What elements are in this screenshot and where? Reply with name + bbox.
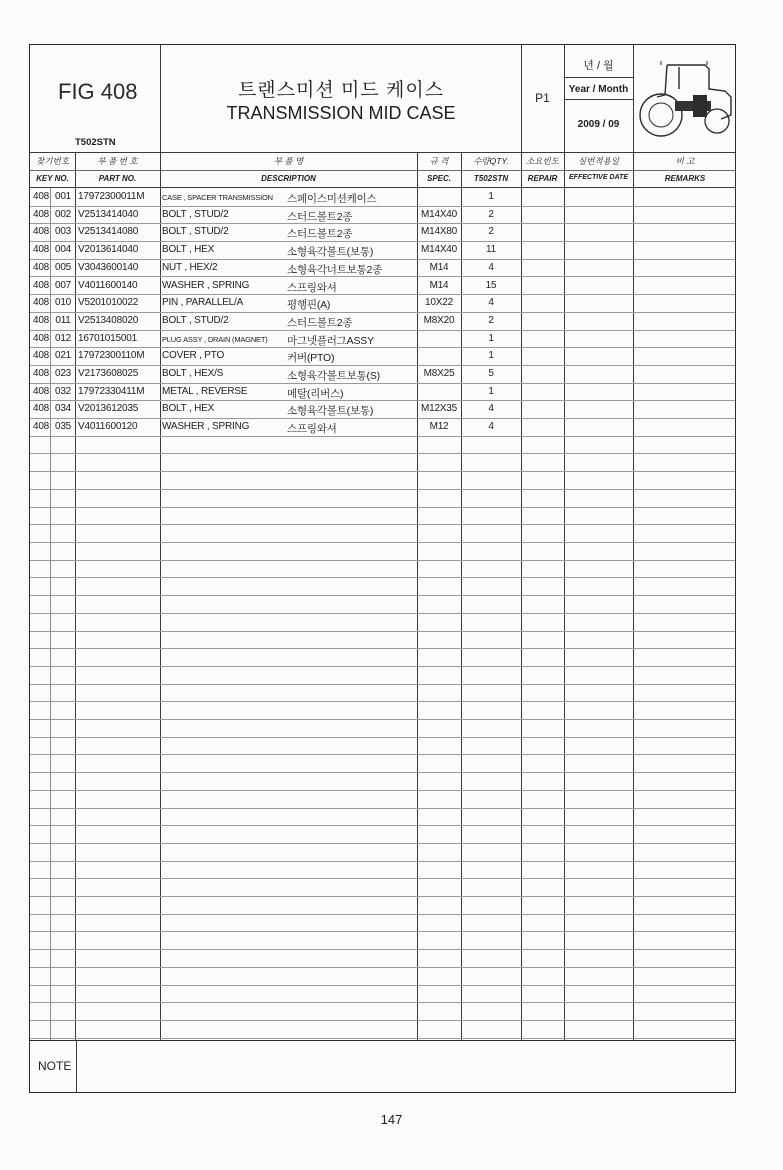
row-rule bbox=[30, 772, 735, 773]
row-rule bbox=[30, 684, 735, 685]
col-desc-ko: 부 품 명 bbox=[273, 156, 304, 166]
col-line-repair bbox=[564, 152, 565, 1040]
cell-qty: 1 bbox=[488, 332, 494, 344]
cell-fig: 408 bbox=[32, 297, 50, 309]
cell-key: 012 bbox=[54, 332, 72, 344]
row-rule bbox=[30, 914, 735, 915]
cell-key: 004 bbox=[54, 244, 72, 256]
cell-key: 032 bbox=[54, 385, 72, 397]
cell-fig: 408 bbox=[32, 208, 50, 220]
row-rule bbox=[30, 985, 735, 986]
cell-description-ko: 메탈(리버스) bbox=[287, 387, 344, 400]
cell-fig: 408 bbox=[32, 332, 50, 344]
row-rule bbox=[30, 613, 735, 614]
cell-fig: 408 bbox=[32, 385, 50, 397]
row-rule bbox=[30, 259, 735, 260]
col-line-part bbox=[160, 152, 161, 1040]
cell-fig: 408 bbox=[32, 226, 50, 238]
row-rule bbox=[30, 808, 735, 809]
row-rule bbox=[30, 648, 735, 649]
cell-spec: M8X20 bbox=[423, 314, 455, 326]
cell-key: 011 bbox=[55, 314, 71, 326]
row-rule bbox=[30, 560, 735, 561]
cell-qty: 2 bbox=[488, 226, 494, 238]
cell-fig: 408 bbox=[32, 244, 50, 256]
note-top-line bbox=[30, 1040, 735, 1041]
cell-qty: 4 bbox=[488, 421, 494, 433]
header-bottom-line bbox=[30, 152, 735, 153]
cell-part-no: V2513408020 bbox=[78, 314, 139, 326]
row-rule bbox=[30, 330, 735, 331]
row-rule bbox=[30, 737, 735, 738]
cell-qty: 1 bbox=[488, 350, 494, 362]
cell-part-no: 16701015001 bbox=[78, 332, 137, 344]
col-desc-en: DESCRIPTION bbox=[261, 174, 316, 183]
row-rule bbox=[30, 701, 735, 702]
cell-spec: M14X40 bbox=[420, 208, 458, 220]
fig-number: FIG 408 bbox=[58, 79, 138, 104]
cell-description-ko: 스프링와셔 bbox=[287, 281, 337, 294]
cell-key: 007 bbox=[54, 279, 72, 291]
cell-description-en: PIN , PARALLEL/A bbox=[162, 297, 244, 309]
row-rule bbox=[30, 383, 735, 384]
cell-part-no: V3043600140 bbox=[78, 261, 139, 273]
cell-fig: 408 bbox=[32, 350, 50, 362]
col-repair-en: REPAIR bbox=[527, 174, 558, 183]
note-divider bbox=[76, 1040, 77, 1093]
cell-part-no: 17972330411M bbox=[78, 385, 145, 397]
cell-spec: M14 bbox=[429, 261, 449, 273]
cell-fig: 408 bbox=[32, 368, 50, 379]
cell-key: 021 bbox=[54, 350, 72, 362]
cell-part-no: V4011600120 bbox=[78, 421, 138, 433]
row-rule bbox=[30, 825, 735, 826]
cell-key: 010 bbox=[54, 297, 72, 309]
cell-description-ko: 스프링와셔 bbox=[287, 423, 337, 436]
cell-key: 001 bbox=[54, 191, 72, 202]
row-rule bbox=[30, 489, 735, 490]
cell-qty: 2 bbox=[488, 314, 494, 326]
cell-key: 002 bbox=[54, 208, 72, 220]
row-rule bbox=[30, 790, 735, 791]
row-rule bbox=[30, 1002, 735, 1003]
page-label: P1 bbox=[535, 91, 550, 105]
model-code: T502STN bbox=[75, 137, 116, 148]
cell-fig: 408 bbox=[32, 421, 50, 433]
row-rule bbox=[30, 206, 735, 207]
col-spec-ko: 규 격 bbox=[429, 156, 449, 166]
date-box-line-1 bbox=[564, 77, 633, 78]
cell-qty: 11 bbox=[486, 244, 496, 256]
row-rule bbox=[30, 436, 735, 437]
row-rule bbox=[30, 1038, 735, 1039]
note-label: NOTE bbox=[38, 1059, 72, 1073]
cell-key: 034 bbox=[54, 403, 72, 415]
row-rule bbox=[30, 524, 735, 525]
cell-description-en: BOLT , HEX/S bbox=[162, 368, 224, 379]
cell-part-no: V2013614040 bbox=[78, 244, 139, 256]
cell-qty: 5 bbox=[488, 368, 494, 379]
cell-spec: M14X80 bbox=[420, 226, 458, 238]
cell-fig: 408 bbox=[32, 279, 50, 291]
cell-part-no: 17972300110M bbox=[78, 350, 145, 362]
year-month-label: Year / Month bbox=[568, 84, 629, 95]
year-month-korean: 년 / 월 bbox=[583, 60, 614, 72]
cell-description-en: BOLT , STUD/2 bbox=[162, 226, 229, 238]
cell-qty: 1 bbox=[488, 191, 494, 202]
title-english: TRANSMISSION MID CASE bbox=[226, 103, 456, 123]
cell-part-no: 17972300011M bbox=[78, 191, 145, 202]
date-box-divider bbox=[633, 45, 634, 152]
cell-spec: M8X25 bbox=[423, 368, 455, 379]
col-key-en: KEY NO. bbox=[36, 174, 69, 183]
cell-key: 005 bbox=[54, 261, 72, 273]
cell-description-en: BOLT , STUD/2 bbox=[162, 208, 229, 220]
col-line-qty bbox=[521, 152, 522, 1040]
cell-part-no: V2513414080 bbox=[78, 226, 139, 238]
cell-description-ko: 소형육각너트보통2종 bbox=[287, 263, 383, 276]
cell-qty: 15 bbox=[485, 279, 497, 291]
cell-description-en: WASHER , SPRING bbox=[162, 279, 250, 291]
row-rule bbox=[30, 1020, 735, 1021]
column-header-bottom-line bbox=[30, 187, 735, 188]
cell-part-no: V5201010022 bbox=[78, 297, 139, 309]
row-rule bbox=[30, 577, 735, 578]
tractor-icon bbox=[635, 59, 735, 139]
col-effective-en: EFFECTIVE DATE bbox=[569, 174, 628, 181]
cell-key: 023 bbox=[54, 368, 72, 379]
col-remarks-ko: 비 고 bbox=[675, 156, 695, 166]
cell-description-ko: 소형육각볼트(보통) bbox=[287, 246, 374, 259]
title-korean: 트랜스미션 미드 케이스 bbox=[237, 80, 445, 101]
cell-description-ko: 스페이스미션케이스 bbox=[287, 193, 377, 205]
row-rule bbox=[30, 878, 735, 879]
row-rule bbox=[30, 861, 735, 862]
row-rule bbox=[30, 453, 735, 454]
cell-qty: 1 bbox=[488, 385, 494, 397]
col-spec-en: SPEC. bbox=[426, 174, 451, 183]
cell-description-ko: 스터드볼트2종 bbox=[287, 210, 353, 223]
col-line-effective bbox=[633, 152, 634, 1040]
cell-qty: 4 bbox=[488, 297, 494, 309]
row-rule bbox=[30, 931, 735, 932]
date-box-line-2 bbox=[564, 99, 633, 100]
cell-fig: 408 bbox=[32, 261, 50, 273]
cell-part-no: V2513414040 bbox=[78, 208, 139, 220]
cell-description-en: BOLT , HEX bbox=[162, 244, 215, 256]
col-effective-ko: 실번적용일 bbox=[577, 156, 620, 166]
parts-list-sheet bbox=[29, 44, 736, 1093]
cell-qty: 4 bbox=[488, 403, 494, 415]
row-rule bbox=[30, 843, 735, 844]
cell-part-no: V2173608025 bbox=[78, 368, 139, 379]
col-qty-ko: 수량QTY. bbox=[473, 156, 509, 166]
cell-description-en: PLUG ASSY , DRAIN (MAGNET) bbox=[162, 334, 268, 344]
cell-description-ko: 소형육각볼트(보통) bbox=[287, 405, 374, 418]
cell-spec: 10X22 bbox=[425, 297, 453, 309]
cell-key: 035 bbox=[54, 421, 72, 433]
cell-description-ko: 스터드볼트2종 bbox=[287, 316, 353, 329]
cell-description-ko: 평행핀(A) bbox=[287, 299, 331, 312]
row-rule bbox=[30, 666, 735, 667]
cell-description-ko: 소형육각볼트보통(S) bbox=[287, 370, 380, 382]
row-rule bbox=[30, 631, 735, 632]
cell-part-no: V4011600140 bbox=[78, 279, 138, 291]
cell-description-ko: 스터드볼트2종 bbox=[287, 228, 353, 241]
cell-part-no: V2013612035 bbox=[78, 403, 139, 415]
cell-spec: M12 bbox=[429, 421, 449, 433]
cell-fig: 408 bbox=[32, 314, 50, 326]
cell-fig: 408 bbox=[32, 403, 50, 415]
row-rule bbox=[30, 595, 735, 596]
cell-qty: 4 bbox=[488, 261, 494, 273]
col-part-ko: 부 품 번 호 bbox=[97, 156, 138, 166]
col-key-ko: 찾기번호 bbox=[36, 156, 69, 166]
row-rule bbox=[30, 471, 735, 472]
row-rule bbox=[30, 754, 735, 755]
cell-description-en: CASE , SPACER TRANSMISSION bbox=[162, 193, 273, 202]
date-value: 2009 / 09 bbox=[577, 119, 620, 130]
cell-description-en: WASHER , SPRING bbox=[162, 421, 250, 433]
cell-description-ko: 커버(PTO) bbox=[287, 352, 335, 365]
col-remarks-en: REMARKS bbox=[664, 174, 706, 183]
row-rule bbox=[30, 949, 735, 950]
cell-spec: M14 bbox=[429, 279, 449, 291]
row-rule bbox=[30, 507, 735, 508]
cell-key: 003 bbox=[54, 226, 72, 238]
cell-spec: M12X35 bbox=[420, 403, 458, 415]
row-rule bbox=[30, 719, 735, 720]
page-number: 147 bbox=[380, 1112, 403, 1127]
cell-fig: 408 bbox=[32, 191, 50, 202]
col-line-key bbox=[75, 152, 76, 1040]
cell-description-en: COVER , PTO bbox=[162, 350, 225, 362]
row-rule bbox=[30, 967, 735, 968]
cell-qty: 2 bbox=[488, 208, 494, 220]
cell-description-en: BOLT , STUD/2 bbox=[162, 314, 229, 326]
cell-spec: M14X40 bbox=[420, 244, 458, 256]
cell-description-en: NUT , HEX/2 bbox=[162, 261, 218, 273]
col-part-en: PART NO. bbox=[98, 174, 137, 183]
col-repair-ko: 소요빈도 bbox=[526, 156, 559, 166]
row-rule bbox=[30, 896, 735, 897]
column-header-divider bbox=[30, 170, 735, 171]
col-qty-en: T502STN bbox=[473, 174, 509, 183]
cell-description-en: METAL , REVERSE bbox=[162, 385, 248, 397]
cell-description-ko: 마그넷플러그ASSY bbox=[287, 334, 374, 347]
row-rule bbox=[30, 542, 735, 543]
cell-description-en: BOLT , HEX bbox=[162, 403, 215, 415]
